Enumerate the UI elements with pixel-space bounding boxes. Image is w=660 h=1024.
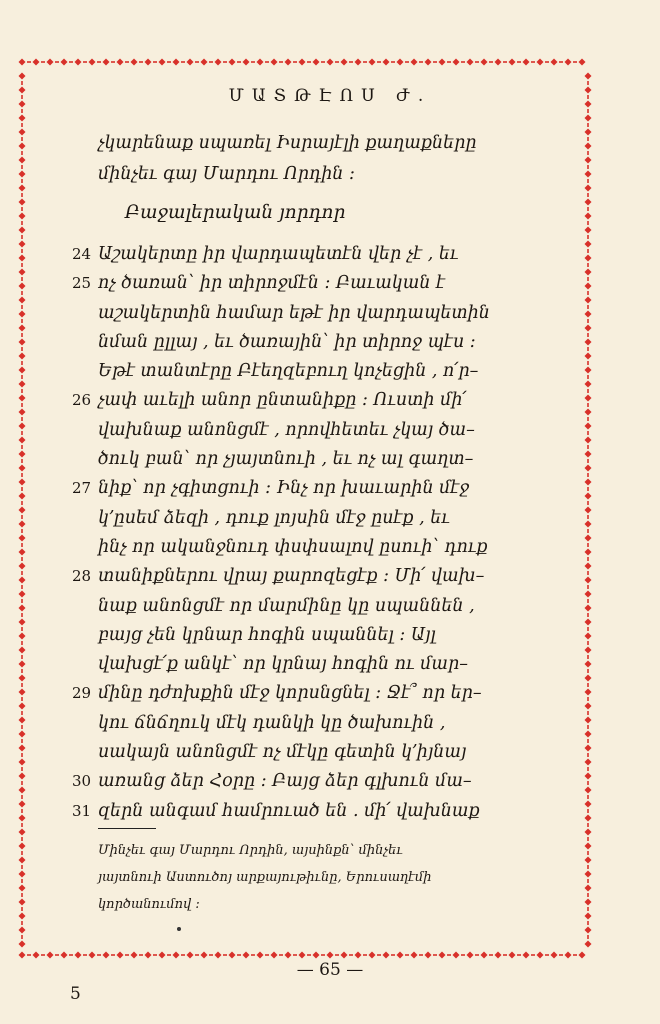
- border-diamond: [215, 59, 222, 66]
- running-header: ՄԱՏԹԷՈՍ Ժ.: [228, 86, 432, 106]
- border-diamond: [159, 59, 166, 66]
- verse-body: [0, 240, 660, 826]
- border-diamond: [285, 59, 292, 66]
- border-diamond: [229, 59, 236, 66]
- verse-number: 30: [72, 772, 92, 791]
- verse-text: տանիքներու վրայ քարոզեցէք : Մի՛ վախ–: [98, 566, 485, 587]
- verse-line: [0, 269, 660, 298]
- signature-mark: 5: [70, 984, 81, 1004]
- border-diamond: [411, 952, 418, 959]
- border-diamond: [585, 857, 592, 864]
- footnote-line: յայտնուի Աստուծոյ արքայութիւնը, Երուսաղէմի: [98, 870, 432, 885]
- border-diamond: [585, 885, 592, 892]
- border-diamond: [397, 952, 404, 959]
- border-diamond: [481, 952, 488, 959]
- border-diamond: [579, 952, 586, 959]
- verse-number: 25: [72, 274, 92, 293]
- verse-text: վախնաք անոնցմէ , որովհետեւ չկայ ծա–: [98, 419, 475, 440]
- verse-text: նաք անոնցմէ որ մարմինը կը սպաննեն ,: [98, 595, 475, 616]
- border-diamond: [19, 171, 26, 178]
- footnote-rule: [98, 828, 156, 829]
- border-diamond: [585, 171, 592, 178]
- border-diamond: [33, 952, 40, 959]
- verse-text: վախցէ՛ք անկէ՝ որ կրնայ հոգին ու մար–: [98, 654, 468, 675]
- border-diamond: [425, 59, 432, 66]
- border-diamond: [145, 952, 152, 959]
- border-diamond: [585, 199, 592, 206]
- border-diamond: [467, 59, 474, 66]
- border-diamond: [61, 952, 68, 959]
- border-diamond: [565, 952, 572, 959]
- border-diamond: [19, 129, 26, 136]
- verse-line: [0, 328, 660, 357]
- border-diamond: [19, 143, 26, 150]
- verse-line: [0, 738, 660, 767]
- border-diamond: [33, 59, 40, 66]
- border-diamond: [383, 952, 390, 959]
- border-diamond: [551, 59, 558, 66]
- border-diamond: [341, 952, 348, 959]
- border-diamond: [585, 871, 592, 878]
- border-diamond: [271, 59, 278, 66]
- border-diamond: [145, 59, 152, 66]
- verse-line: [0, 357, 660, 386]
- border-diamond: [313, 59, 320, 66]
- verse-line: [0, 386, 660, 415]
- border-diamond: [89, 59, 96, 66]
- verse-text: աշակերտին համար եթէ իր վարդապետին: [98, 302, 490, 323]
- verse-text: կու ճնճղուկ մէկ դանկի կը ծախուին ,: [98, 712, 446, 733]
- border-diamond: [117, 952, 124, 959]
- verse-line: [0, 445, 660, 474]
- border-diamond: [19, 185, 26, 192]
- border-diamond: [19, 199, 26, 206]
- verse-number: 24: [72, 245, 92, 263]
- border-diamond: [509, 59, 516, 66]
- border-diamond: [103, 952, 110, 959]
- border-diamond: [285, 952, 292, 959]
- verse-line: [0, 416, 660, 445]
- border-diamond: [369, 59, 376, 66]
- verse-line: [0, 533, 660, 562]
- verse-text: Աշակերտը իր վարդապետէն վեր չէ , եւ: [98, 244, 459, 264]
- verse-line: [0, 504, 660, 533]
- verse-line: [0, 240, 660, 269]
- border-diamond: [173, 952, 180, 959]
- verse-line: [0, 679, 660, 708]
- footnote-line: կործանումով :: [98, 897, 200, 912]
- verse-line: [0, 767, 660, 796]
- border-diamond: [19, 73, 26, 80]
- border-diamond: [75, 952, 82, 959]
- border-diamond: [131, 952, 138, 959]
- verse-number: 31: [72, 801, 92, 820]
- border-diamond: [229, 952, 236, 959]
- verse-text: մինը դժոխքին մէջ կորսնցնել : Ջէ՞ որ եր–: [98, 683, 482, 704]
- border-diamond: [187, 59, 194, 66]
- border-diamond: [565, 59, 572, 66]
- border-diamond: [19, 885, 26, 892]
- border-diamond: [439, 952, 446, 959]
- border-diamond: [19, 59, 26, 66]
- border-diamond: [495, 952, 502, 959]
- border-diamond: [159, 952, 166, 959]
- verse-line: [0, 797, 660, 826]
- intro-line: չկարենաք սպառել Իսրայէլի քաղաքները: [98, 133, 477, 153]
- border-diamond: [187, 952, 194, 959]
- border-diamond: [131, 59, 138, 66]
- border-diamond: [327, 952, 334, 959]
- border-diamond: [243, 59, 250, 66]
- border-diamond: [327, 59, 334, 66]
- border-diamond: [585, 143, 592, 150]
- border-diamond: [19, 843, 26, 850]
- border-diamond: [585, 129, 592, 136]
- border-diamond: [585, 227, 592, 234]
- border-diamond: [523, 952, 530, 959]
- border-diamond: [585, 843, 592, 850]
- border-diamond: [257, 59, 264, 66]
- border-diamond: [585, 213, 592, 220]
- border-diamond: [439, 59, 446, 66]
- verse-text: ծուկ բան՝ որ չյայտնուի , եւ ոչ ալ գաղտ–: [98, 449, 474, 470]
- border-diamond: [103, 59, 110, 66]
- border-diamond: [19, 857, 26, 864]
- border-diamond: [271, 952, 278, 959]
- verse-number: 29: [72, 684, 92, 703]
- ink-dot: [177, 927, 181, 931]
- border-diamond: [19, 829, 26, 836]
- verse-text: զերն անգամ համրուած են . մի՛ վախնաք: [98, 800, 480, 821]
- page-number: — 65 —: [296, 960, 364, 980]
- section-title: Բաջալերական յորդոր: [125, 202, 346, 223]
- verse-text: Եթէ տանտէրը Բէեղզեբուղ կոչեցին , ո՛ր–: [98, 361, 479, 382]
- border-diamond: [19, 927, 26, 934]
- border-diamond: [467, 952, 474, 959]
- verse-text: սակայն անոնցմէ ոչ մէկը գետին կ՚իյնայ: [98, 742, 467, 763]
- verse-line: [0, 592, 660, 621]
- border-diamond: [299, 952, 306, 959]
- border-diamond: [19, 871, 26, 878]
- border-diamond: [75, 59, 82, 66]
- intro-paragraph: [98, 128, 548, 190]
- border-diamond: [215, 952, 222, 959]
- verse-number: 27: [72, 479, 92, 498]
- border-diamond: [585, 185, 592, 192]
- border-diamond: [411, 59, 418, 66]
- border-diamond: [313, 952, 320, 959]
- footnote: [98, 837, 548, 918]
- border-diamond: [579, 59, 586, 66]
- border-diamond: [509, 952, 516, 959]
- verse-text: բայց չեն կրնար հոգին սպաննել : Այլ: [98, 624, 436, 645]
- border-diamond: [19, 913, 26, 920]
- verse-text: չափ աւելի անոր ընտանիքը : Ուստի մի՛: [98, 390, 467, 411]
- verse-line: [0, 709, 660, 738]
- verse-line: [0, 621, 660, 650]
- border-diamond: [495, 59, 502, 66]
- border-diamond: [523, 59, 530, 66]
- border-diamond: [453, 952, 460, 959]
- border-diamond: [19, 157, 26, 164]
- border-diamond: [397, 59, 404, 66]
- border-diamond: [201, 952, 208, 959]
- verse-line: [0, 562, 660, 591]
- verse-text: նիք՝ որ չգիտցուի : Ինչ որ խաւարին մէջ: [98, 478, 470, 499]
- border-diamond: [585, 927, 592, 934]
- verse-line: [0, 474, 660, 503]
- border-diamond: [243, 952, 250, 959]
- verse-text: կ՚ըսեմ ձեզի , դուք լոյսին մէջ ըսէք , եւ: [98, 507, 450, 528]
- verse-text: առանց ձեր Հօրը : Բայց ձեր գլխուն մա–: [98, 771, 472, 792]
- border-diamond: [257, 952, 264, 959]
- border-diamond: [117, 59, 124, 66]
- border-diamond: [201, 59, 208, 66]
- border-diamond: [585, 73, 592, 80]
- footnote-line: Մինչեւ գայ Մարդու Որդին, այսինքն՝ մինչեւ: [98, 843, 403, 858]
- border-diamond: [425, 952, 432, 959]
- border-diamond: [19, 899, 26, 906]
- border-diamond: [585, 115, 592, 122]
- verse-line: [0, 299, 660, 328]
- border-diamond: [299, 59, 306, 66]
- border-diamond: [19, 941, 26, 948]
- border-diamond: [585, 899, 592, 906]
- border-diamond: [355, 59, 362, 66]
- border-diamond: [551, 952, 558, 959]
- border-diamond: [173, 59, 180, 66]
- border-diamond: [383, 59, 390, 66]
- border-diamond: [61, 59, 68, 66]
- border-diamond: [585, 941, 592, 948]
- border-diamond: [19, 227, 26, 234]
- verse-text: ինչ որ ականջնուդ փսփսալով ըսուի՝ դուք: [98, 536, 488, 557]
- border-diamond: [585, 913, 592, 920]
- border-diamond: [355, 952, 362, 959]
- border-diamond: [19, 115, 26, 122]
- border-diamond: [537, 59, 544, 66]
- border-diamond: [89, 952, 96, 959]
- border-diamond: [47, 952, 54, 959]
- border-diamond: [585, 829, 592, 836]
- border-diamond: [47, 59, 54, 66]
- border-diamond: [341, 59, 348, 66]
- verse-text: ոչ ծառան՝ իր տիրոջմէն : Բաւական է: [98, 273, 446, 294]
- border-diamond: [585, 157, 592, 164]
- border-diamond: [481, 59, 488, 66]
- verse-text: նման ըլլայ , եւ ծառային՝ իր տիրոջ պէս :: [98, 331, 476, 352]
- border-diamond: [19, 952, 26, 959]
- border-diamond: [453, 59, 460, 66]
- verse-number: 28: [72, 567, 92, 586]
- border-diamond: [369, 952, 376, 959]
- border-diamond: [537, 952, 544, 959]
- verse-line: [0, 650, 660, 679]
- verse-number: 26: [72, 391, 92, 410]
- border-diamond: [19, 213, 26, 220]
- intro-line: մինչեւ գայ Մարդու Որդին :: [98, 164, 355, 184]
